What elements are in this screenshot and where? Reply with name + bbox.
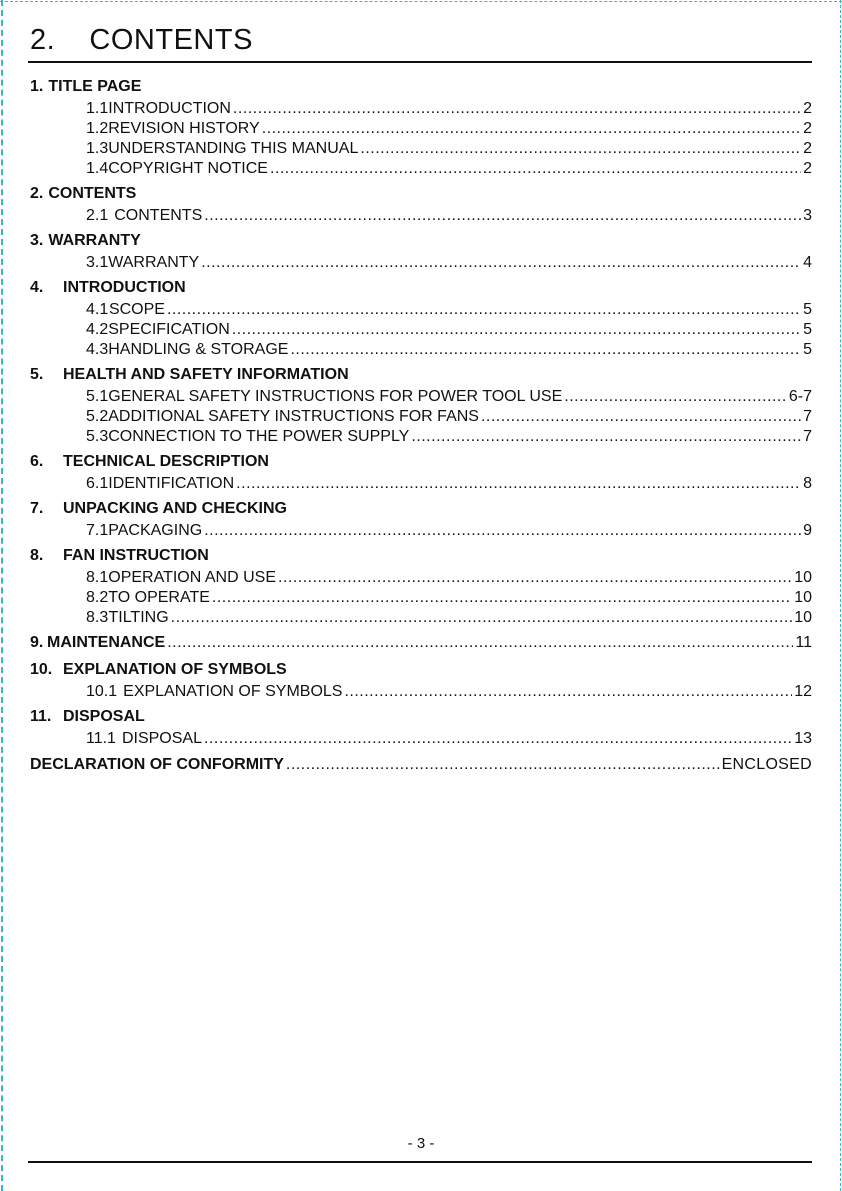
- toc-entry[interactable]: [30, 589, 812, 609]
- toc-entry-number: 3.1: [86, 254, 109, 271]
- toc-entry-page: 10: [794, 589, 812, 606]
- declaration-page: ENCLOSED: [721, 756, 812, 773]
- toc-entry-number: 1.4: [86, 160, 109, 177]
- toc-leader-dots: [212, 589, 792, 607]
- toc-entry-title: ADDITIONAL SAFETY INSTRUCTIONS FOR FANS: [108, 408, 479, 425]
- toc-section-heading[interactable]: [30, 634, 812, 656]
- toc-entry-page: 7: [803, 408, 812, 425]
- toc-section-title: TECHNICAL DESCRIPTION: [63, 453, 269, 470]
- toc-entry-page: 12: [794, 683, 812, 700]
- toc-section-page: 11: [795, 634, 812, 651]
- toc-section-number: 8.: [30, 547, 44, 564]
- toc-entry-page: 6-7: [788, 388, 812, 405]
- toc-entry-number: 2.1: [86, 207, 109, 224]
- toc-entry-page: 5: [803, 321, 812, 338]
- toc-section-title: HEALTH AND SAFETY INFORMATION: [63, 366, 349, 383]
- toc-entry-title: TO OPERATE: [108, 589, 210, 606]
- toc-section-title: UNPACKING AND CHECKING: [63, 500, 287, 517]
- toc-entry-number: 1.3: [86, 140, 109, 157]
- toc-entry-title: EXPLANATION OF SYMBOLS: [123, 683, 343, 700]
- toc-section-title: CONTENTS: [48, 185, 137, 202]
- toc-section-number: 1.: [30, 78, 44, 95]
- toc-entry-number: 5.1: [86, 388, 109, 405]
- toc-entry-title: TILTING: [108, 609, 169, 626]
- toc-entry-number: 1.1: [86, 100, 109, 117]
- toc-leader-dots: [564, 388, 787, 406]
- toc-entry-page: 2: [803, 120, 812, 137]
- toc-section-heading[interactable]: [30, 708, 812, 730]
- toc-entry-page: 5: [803, 301, 812, 318]
- toc-leader-dots: [411, 428, 801, 446]
- page-title-text: CONTENTS: [89, 24, 253, 56]
- toc-section-heading[interactable]: [30, 78, 812, 100]
- toc-entry-title: IDENTIFICATION: [108, 475, 235, 492]
- toc-entry-number: 1.2: [86, 120, 109, 137]
- toc-leader-dots: [270, 160, 801, 178]
- toc-section-number: 11.: [30, 708, 52, 725]
- toc-entry[interactable]: [30, 207, 812, 227]
- toc-entry-title: COPYRIGHT NOTICE: [108, 160, 268, 177]
- toc-entry-title: SCOPE: [108, 301, 165, 318]
- toc-section-heading[interactable]: [30, 453, 812, 475]
- toc-section-title: WARRANTY: [48, 232, 141, 249]
- footer-divider: [28, 1161, 812, 1163]
- toc-section-number: 10.: [30, 661, 53, 678]
- toc-entry-page: 13: [794, 730, 812, 747]
- toc-section-number: 6.: [30, 453, 44, 470]
- toc-entry-page: 5: [803, 341, 812, 358]
- toc-section-title: EXPLANATION OF SYMBOLS: [63, 661, 287, 678]
- toc-section: [30, 661, 812, 703]
- toc-section: [30, 547, 812, 629]
- toc-section-title: INTRODUCTION: [63, 279, 186, 296]
- toc-entry-title: CONTENTS: [114, 207, 203, 224]
- toc-entry-title: SPECIFICATION: [108, 321, 230, 338]
- toc-entry-title: GENERAL SAFETY INSTRUCTIONS FOR POWER TOOL USE: [108, 388, 563, 405]
- toc-section: [30, 500, 812, 542]
- toc-entry-number: 5.2: [86, 408, 109, 425]
- toc-section-title: DISPOSAL: [63, 708, 145, 725]
- toc-entry[interactable]: [30, 254, 812, 274]
- toc-leader-dots: [481, 408, 801, 426]
- toc-section-heading[interactable]: [30, 279, 812, 301]
- toc-leader-dots: [290, 341, 801, 359]
- toc-entry[interactable]: [30, 321, 812, 341]
- toc-leader-dots: [232, 321, 801, 339]
- toc-entry-title: WARRANTY: [108, 254, 200, 271]
- toc-entry-page: 9: [803, 522, 812, 539]
- toc-section-number: 7.: [30, 500, 44, 517]
- toc-section-title: TITLE PAGE: [48, 78, 142, 95]
- toc-entry[interactable]: [30, 301, 812, 321]
- toc-section-heading[interactable]: [30, 232, 812, 254]
- page-title: [30, 24, 253, 57]
- toc-entry[interactable]: [30, 609, 812, 629]
- toc-entry-title: CONNECTION TO THE POWER SUPPLY: [108, 428, 410, 445]
- toc-entry-page: 2: [803, 160, 812, 177]
- page-edge-top: [0, 1, 842, 2]
- toc-entry-page: 7: [803, 428, 812, 445]
- toc-section-number: 4.: [30, 279, 44, 296]
- toc-leader-dots: [204, 207, 801, 225]
- table-of-contents: [30, 78, 812, 778]
- toc-leader-dots: [204, 522, 801, 540]
- toc-entry-page: 8: [803, 475, 812, 492]
- toc-section-heading[interactable]: [30, 500, 812, 522]
- toc-entry-number: 8.2: [86, 589, 109, 606]
- toc-leader-dots: [204, 730, 792, 748]
- toc-entry[interactable]: [30, 475, 812, 495]
- toc-entry[interactable]: [30, 100, 812, 120]
- toc-entry[interactable]: [30, 730, 812, 750]
- toc-section-title: MAINTENANCE: [46, 634, 166, 651]
- toc-section: [30, 232, 812, 274]
- toc-section: [30, 634, 812, 656]
- page-edge-left: [1, 0, 3, 1191]
- toc-entry-page: 3: [803, 207, 812, 224]
- toc-entry-number: 6.1: [86, 475, 109, 492]
- toc-entry-title: HANDLING & STORAGE: [108, 341, 289, 358]
- toc-section-heading[interactable]: [30, 661, 812, 683]
- toc-entry-page: 2: [803, 140, 812, 157]
- toc-entry-number: 4.1: [86, 301, 109, 318]
- toc-entry-number: 5.3: [86, 428, 109, 445]
- toc-section-heading[interactable]: [30, 185, 812, 207]
- toc-entry-title: OPERATION AND USE: [108, 569, 276, 586]
- toc-entry-title: INTRODUCTION: [108, 100, 231, 117]
- title-divider: [28, 61, 812, 63]
- toc-section-heading[interactable]: [30, 547, 812, 569]
- toc-entry[interactable]: [30, 569, 812, 589]
- toc-entry-page: 2: [803, 100, 812, 117]
- toc-section: [30, 78, 812, 180]
- toc-declaration[interactable]: [30, 756, 812, 778]
- toc-leader-dots: [344, 683, 792, 701]
- page-number: - 3 -: [407, 1135, 435, 1152]
- toc-leader-dots: [167, 301, 801, 319]
- toc-leader-dots: [171, 609, 793, 627]
- toc-section: [30, 279, 812, 361]
- declaration-title: DECLARATION OF CONFORMITY: [30, 756, 284, 773]
- toc-entry-number: 11.1: [86, 730, 116, 747]
- toc-entry-title: UNDERSTANDING THIS MANUAL: [108, 140, 359, 157]
- toc-entry-number: 10.1: [86, 683, 118, 700]
- toc-leader-dots: [201, 254, 801, 272]
- toc-entry-number: 8.1: [86, 569, 109, 586]
- toc-section: [30, 453, 812, 495]
- toc-entry[interactable]: [30, 388, 812, 408]
- toc-leader-dots: [233, 100, 801, 118]
- toc-leader-dots: [286, 756, 720, 774]
- toc-section: [30, 185, 812, 227]
- toc-entry[interactable]: [30, 428, 812, 448]
- toc-entry[interactable]: [30, 160, 812, 180]
- toc-entry-title: REVISION HISTORY: [108, 120, 260, 137]
- toc-section-heading[interactable]: [30, 366, 812, 388]
- toc-entry-title: PACKAGING: [108, 522, 203, 539]
- toc-section: [30, 366, 812, 448]
- toc-entry-number: 7.1: [86, 522, 109, 539]
- toc-entry[interactable]: [30, 341, 812, 361]
- toc-entry[interactable]: [30, 408, 812, 428]
- toc-leader-dots: [167, 634, 793, 652]
- toc-entry-page: 10: [794, 609, 812, 626]
- toc-section-number: 3.: [30, 232, 44, 249]
- page-title-number: 2.: [30, 24, 56, 56]
- toc-section-title: FAN INSTRUCTION: [63, 547, 209, 564]
- page-edge-right: [840, 0, 841, 1191]
- toc-entry[interactable]: [30, 120, 812, 140]
- toc-leader-dots: [236, 475, 801, 493]
- toc-entry[interactable]: [30, 522, 812, 542]
- toc-entry-number: 4.3: [86, 341, 109, 358]
- toc-entry[interactable]: [30, 140, 812, 160]
- toc-section-number: 9.: [30, 634, 44, 651]
- toc-section-number: 2.: [30, 185, 44, 202]
- toc-entry[interactable]: [30, 683, 812, 703]
- toc-entry-number: 8.3: [86, 609, 109, 626]
- toc-entry-title: DISPOSAL: [121, 730, 202, 747]
- toc-entry-page: 10: [794, 569, 812, 586]
- toc-leader-dots: [278, 569, 792, 587]
- toc-entry-number: 4.2: [86, 321, 109, 338]
- toc-section-number: 5.: [30, 366, 44, 383]
- toc-leader-dots: [262, 120, 801, 138]
- toc-section: [30, 708, 812, 750]
- toc-leader-dots: [360, 140, 801, 158]
- toc-entry-page: 4: [803, 254, 812, 271]
